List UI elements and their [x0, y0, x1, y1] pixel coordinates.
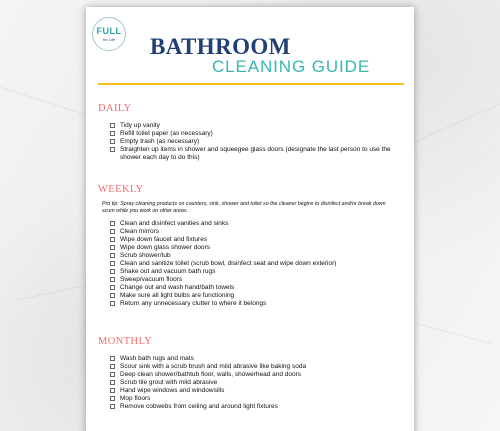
list-item-label: Scour sink with a scrub brush and mild abrasive like baking soda: [120, 363, 307, 370]
checkbox[interactable]: [110, 123, 115, 128]
checkbox[interactable]: [110, 221, 115, 226]
monthly-list-item: [110, 395, 405, 403]
list-item-label: Change out and wash hand/bath towels: [120, 284, 235, 291]
checkbox[interactable]: [110, 404, 115, 409]
logo-sub-text: for Life: [102, 37, 116, 42]
list-item-label: Mop floors: [120, 395, 151, 402]
daily-section-title: DAILY: [98, 103, 132, 114]
list-item-label: Scrub tile grout with mild abrasive: [120, 379, 218, 386]
weekly-list-item: [110, 284, 405, 292]
checkbox[interactable]: [110, 229, 115, 234]
weekly-list-item: [110, 260, 405, 268]
checkbox[interactable]: [110, 147, 115, 152]
monthly-list-item: [110, 387, 405, 395]
marble-vein: [405, 320, 492, 344]
monthly-checklist: [110, 355, 405, 411]
checkbox[interactable]: [110, 356, 115, 361]
list-item-label: Straighten up items in shower and squeegee glass doors (designate the last person to use the shower each day to do this): [120, 146, 391, 161]
header-divider: [98, 83, 404, 85]
list-item-label: Refill toilet paper (as necessary): [120, 130, 213, 137]
weekly-list-item: [110, 300, 405, 308]
list-item-label: Clean mirrors: [120, 228, 160, 235]
monthly-list-item: [110, 371, 405, 379]
list-item-label: Make sure all light bulbs are functioning: [120, 292, 235, 299]
checkbox[interactable]: [110, 253, 115, 258]
weekly-list-item: [110, 252, 405, 260]
weekly-pro-tip: Pro tip: Spray cleaning products on counters, sink, shower and toilet so the cleaner begins to disinfect and/or break down scum while you work on other areas.: [102, 201, 386, 214]
page-title: BATHROOM: [150, 34, 291, 59]
checkbox[interactable]: [110, 380, 115, 385]
weekly-list-item: [110, 276, 405, 284]
list-item-label: Scrub shower/tub: [120, 252, 171, 259]
daily-list-item: [110, 130, 405, 138]
weekly-list-item: [110, 244, 405, 252]
checkbox[interactable]: [110, 388, 115, 393]
monthly-list-item: [110, 379, 405, 387]
list-item-label: Remove cobwebs from ceiling and around light fixtures: [120, 403, 278, 410]
checkbox[interactable]: [110, 245, 115, 250]
list-item-label: Wash bath rugs and mats: [120, 355, 194, 362]
list-item-label: Wipe down faucet and fixtures: [120, 236, 208, 243]
daily-list-item: [110, 146, 405, 162]
weekly-list-item: [110, 236, 405, 244]
checkbox[interactable]: [110, 293, 115, 298]
logo-main-text: FULL: [96, 26, 122, 36]
list-item-label: Wipe down glass shower doors: [120, 244, 210, 251]
daily-checklist: [110, 122, 405, 162]
monthly-list-item: [110, 355, 405, 363]
daily-list-item: [110, 122, 405, 130]
weekly-list-item: [110, 292, 405, 300]
list-item-label: Deep clean shower/bathtub floor, walls, showerhead and doors: [120, 371, 302, 378]
checkbox[interactable]: [110, 301, 115, 306]
monthly-list-item: [110, 363, 405, 371]
checkbox[interactable]: [110, 372, 115, 377]
list-item-label: Return any unnecessary clutter to where it belongs: [120, 300, 267, 307]
monthly-list-item: [110, 403, 405, 411]
checkbox[interactable]: [110, 261, 115, 266]
checkbox[interactable]: [110, 139, 115, 144]
list-item-label: Sweep/vacuum floors: [120, 276, 183, 283]
monthly-section-title: MONTHLY: [98, 336, 153, 347]
weekly-list-item: [110, 220, 405, 228]
checkbox[interactable]: [110, 396, 115, 401]
page-subtitle: CLEANING GUIDE: [212, 57, 371, 76]
brand-logo: [92, 17, 126, 51]
checkbox[interactable]: [110, 277, 115, 282]
weekly-list-item: [110, 228, 405, 236]
list-item-label: Hand wipe windows and windowsills: [120, 387, 225, 394]
cleaning-guide-sheet: [86, 7, 414, 431]
list-item-label: Empty trash (as necessary): [120, 138, 200, 145]
list-item-label: Tidy up vanity: [120, 122, 160, 129]
list-item-label: Shake out and vacuum bath rugs: [120, 268, 216, 275]
checkbox[interactable]: [110, 131, 115, 136]
weekly-checklist: [110, 220, 405, 308]
checkbox[interactable]: [110, 285, 115, 290]
checkbox[interactable]: [110, 237, 115, 242]
weekly-section-title: WEEKLY: [98, 184, 144, 195]
checkbox[interactable]: [110, 364, 115, 369]
checkbox[interactable]: [110, 269, 115, 274]
list-item-label: Clean and sanitize toilet (scrub bowl, disinfect seat and wipe down exterior): [120, 260, 337, 267]
weekly-list-item: [110, 268, 405, 276]
daily-list-item: [110, 138, 405, 146]
list-item-label: Clean and disinfect vanities and sinks: [120, 220, 229, 227]
